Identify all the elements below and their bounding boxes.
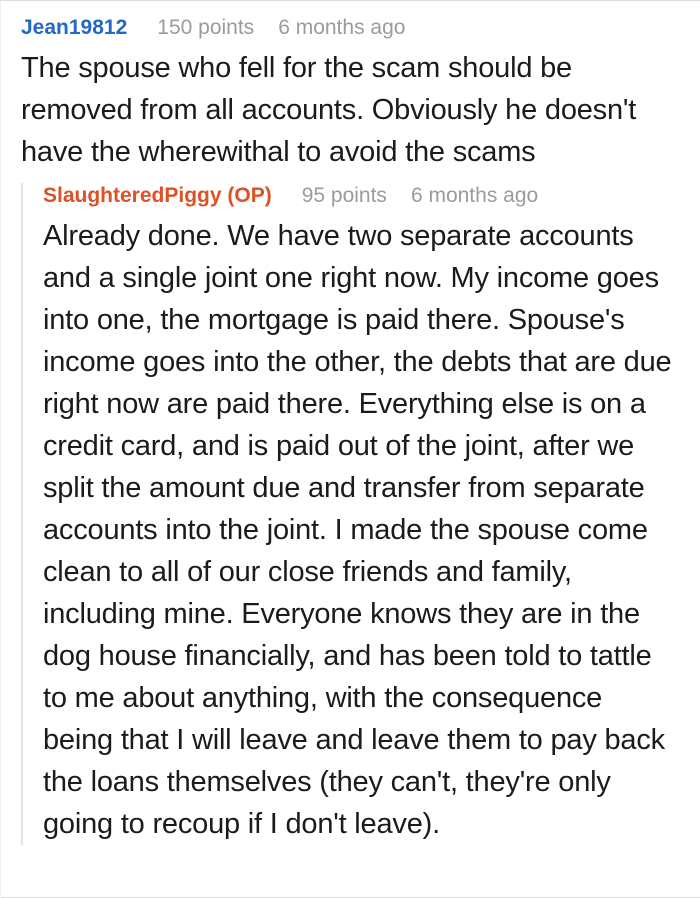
timestamp: 6 months ago (278, 16, 406, 39)
reply-comment (21, 183, 700, 845)
op-username-link[interactable]: SlaughteredPiggy (OP) (43, 184, 272, 207)
comment-header (21, 15, 700, 41)
reply-comment-header (43, 183, 700, 209)
reply-points-label: 95 points (301, 184, 387, 207)
reply-timestamp: 6 months ago (410, 184, 539, 207)
comment (21, 15, 700, 845)
comment-body: The spouse who fell for the scam should be removed from all accounts. Obviously he doesn't have the wherewithal to avoid the scams (21, 52, 637, 168)
points-label: 150 points (157, 16, 255, 39)
reply-comment-body: Already done. We have two separate accounts and a single joint one right now. My income goes into one, the mortgage is paid there. Spouse's income goes into the other, the debts that are due right now are paid there. Everything else is on a credit card, and is paid out of the joint, after we split the amount due and transfer from separate accounts into the joint. I made the spouse come clean to all of our close friends and family, including mine. Everyone knows they are in the dog house financially, and has been told to tattle to me about anything, with the consequence being that I will leave and leave them to pay back the loans themselves (they can't, they're only going to recoup if I don't leave). (43, 220, 672, 840)
username-link[interactable]: Jean19812 (21, 16, 128, 39)
